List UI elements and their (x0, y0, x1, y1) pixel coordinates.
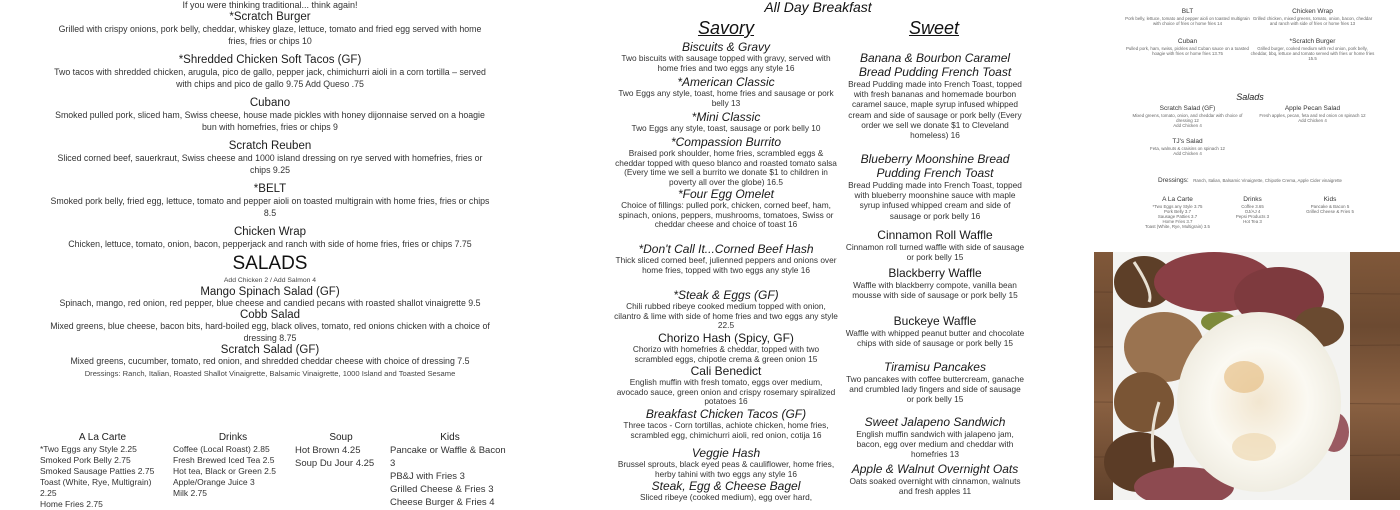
item-description: Cinnamon roll turned waffle with side of sausage or pork belly 15 (845, 242, 1025, 263)
item-name: Cobb Salad (239, 309, 301, 321)
item-description: Spinach, mango, red onion, red pepper, blue cheese and candied pecans with roasted shallot vinaigrette 9.5 (59, 297, 481, 308)
section-line: Home Fries 3.7 (1162, 219, 1193, 225)
item-name: Chicken Wrap (1292, 8, 1333, 15)
item-name: *Scratch Burger (229, 11, 311, 23)
item-description: Sliced corned beef, sauerkraut, Swiss cheese and 1000 island dressing on rye served with homefries, fries or chips 9.25 (57, 153, 483, 175)
menu-item (50, 97, 490, 133)
item-name: *BELT (253, 183, 287, 195)
item-description: Pork belly, lettuce, tomato and pepper aioli on toasted multigrain with choice of fries or home fries 14 (1125, 15, 1250, 26)
section-line: Pancake or Waffle & Bacon 3 (390, 445, 506, 469)
menu-item (50, 140, 490, 176)
item-description: Smoked pork belly, fried egg, lettuce, tomato and pepper aioli on toasted multigrain with home fries, fries or chips 8.5 (50, 196, 490, 218)
thumb-item (1125, 38, 1250, 56)
section-line: Milk 2.75 (173, 488, 208, 498)
menu-item (50, 11, 490, 47)
item-description: Feta, walnuts & craisins on spinach 12 (1150, 145, 1225, 151)
section-line: Coffee 3.65 (1241, 203, 1264, 209)
item-description: Pulled pork, ham, swiss, pickles and Cuban sauce on a toasted hoagie with fries or home fries 13.75 (1125, 45, 1249, 56)
menu-item (50, 54, 490, 90)
item-name: Apple Pecan Salad (1284, 105, 1341, 112)
section-line: Pepsi Products 3 (1235, 213, 1270, 219)
item-description: Sliced ribeye (cooked medium), egg over hard, (639, 492, 812, 502)
sweet-list (845, 0, 1025, 500)
savory-heading: Savory (697, 18, 755, 38)
item-name: Tiramisu Pancakes (884, 360, 986, 374)
menu-item (613, 188, 839, 230)
menu-item (613, 408, 839, 440)
thumb-bottom-section (1290, 196, 1370, 214)
item-addon: Add Chicken 4 (1173, 122, 1202, 128)
item-description: Chicken, lettuce, tomato, onion, bacon, pepperjack and ranch with side of home fries, fries or chips 7.75 (68, 239, 472, 249)
menu-item (845, 315, 1025, 348)
menu-item (845, 152, 1025, 221)
section-line: Smoked Pork Belly 2.75 (40, 455, 131, 465)
item-description: Choice of fillings: pulled pork, chicken, corned beef, ham, spinach, onions, peppers, mushrooms, tomatoes, Swiss or cheddar cheese and choice of toast 16 (618, 200, 834, 230)
item-name: Buckeye Waffle (893, 314, 977, 328)
item-name: *Steak & Eggs (GF) (673, 288, 779, 302)
item-description: Bread Pudding made into French Toast, topped with blueberry moonshine sauce with maple syrup infused whipped cream and side of sausage or pork belly 16 (848, 180, 1022, 221)
item-description: Brussel sprouts, black eyed peas & cauliflower, home fries, herby tahini with two eggs any style 16 (617, 459, 835, 479)
section-line: Grilled Cheese & Fries 5 (1306, 208, 1354, 214)
item-name: Chicken Wrap (233, 226, 306, 238)
thumb-bottom-section (1140, 196, 1215, 230)
item-name: *Compassion Burrito (670, 135, 782, 149)
item-name: *Mini Classic (691, 110, 761, 124)
item-name: Sweet Jalapeno Sandwich (864, 415, 1006, 429)
section-line: Toast (White, Rye, Multigrain) 3.5 (1145, 224, 1210, 230)
tagline: If you were thinking traditional... think again! (182, 0, 358, 10)
item-name: Blackberry Waffle (888, 266, 982, 280)
item-name: *Don't Call It...Corned Beef Hash (638, 242, 814, 256)
menu-item (613, 365, 839, 407)
item-addon: Add Chicken 4 (1298, 117, 1327, 123)
item-description: Braised pork shoulder, home fries, scrambled eggs & cheddar topped with queso blanco and roasted tomato salsa (Every time we sell a burrito we donate $1 to children in poverty all over the globe) 16.5 (615, 148, 837, 187)
section-line: Coffee (Local Roast) 2.85 (173, 444, 270, 454)
section-line: Fresh Brewed Iced Tea 2.5 (173, 455, 275, 465)
thumb-item (1250, 8, 1375, 26)
bottom-section-kids (390, 432, 510, 509)
thumb-dressings (1125, 169, 1375, 187)
item-description: Chili rubbed ribeye cooked medium topped with onion, cilantro & lime with side of home fries and two eggs any style 22.5 (614, 301, 838, 331)
item-description: Mixed greens, tomato, onion, and cheddar with choice of dressing 12 (1132, 112, 1243, 123)
item-name: Scratch Salad (GF) (220, 344, 320, 356)
menu-item (613, 243, 839, 275)
dressings-list: Ranch, Italian, Balsamic Vinaigrette, Chipotle Crema, Apple Cider vinaigrette (1193, 178, 1342, 183)
section-line: Hot tea, Black or Green 2.5 (173, 466, 276, 476)
corned-beef-hash-image (1094, 252, 1400, 500)
item-name: Biscuits & Gravy (681, 40, 771, 54)
thumb-bottom-section (1225, 196, 1280, 224)
item-name: Cinnamon Roll Waffle (877, 228, 993, 242)
item-name: Banana & Bourbon Caramel Bread Pudding French Toast (858, 51, 1012, 79)
section-line: OJ/AJ 4 (1244, 208, 1261, 214)
item-description: Smoked pulled pork, sliced ham, Swiss cheese, house made pickles with honey dijonnaise served on a hoagie bun with homefries, fries or chips 9 (55, 110, 485, 132)
item-name: TJ's Salad (1172, 138, 1203, 145)
item-name: BLT (1181, 8, 1194, 15)
section-line: Home Fries 2.75 (40, 499, 103, 509)
section-title: Kids (440, 432, 460, 443)
item-name: Chorizo Hash (Spicy, GF) (658, 331, 794, 345)
item-description: Two biscuits with sausage topped with gravy, served with home fries and two eggs any style 16 (621, 53, 831, 73)
menu-item (613, 136, 839, 187)
item-name: Cuban (1177, 38, 1198, 45)
item-description: Mixed greens, cucumber, tomato, red onion, and shredded cheddar cheese with choice of dressing 7.5 (70, 356, 470, 366)
item-addon: Add Chicken 4 (1173, 150, 1202, 156)
salad-item (50, 309, 490, 344)
section-line: PB&J with Fries 3 (390, 471, 465, 482)
menu-item (845, 229, 1025, 262)
section-line: Grilled Cheese & Fries 3 (390, 484, 494, 495)
section-line: Apple/Orange Juice 3 (173, 477, 255, 487)
menu-item (50, 183, 490, 219)
item-description: Grilled with crispy onions, pork belly, cheddar, whiskey glaze, lettuce, tomato and fried egg served with home fries, fries or chips 10 (58, 24, 482, 46)
section-line: *Two Eggs any Style 2.25 (40, 444, 137, 454)
section-line: Hot Tea 3 (1243, 219, 1262, 225)
thumb-salad (1125, 138, 1250, 156)
menu-item (613, 289, 839, 331)
item-description: Bread Pudding made into French Toast, topped with fresh bananas and homemade bourbon caramel sauce, maple syrup infused whipped cream and side of sausage or pork belly (Every order we sell we donate $1 to Cleveland homeless) 16 (848, 79, 1022, 141)
menu-item (613, 332, 839, 364)
lunch-menu-column (50, 0, 490, 379)
savory-list (613, 0, 839, 500)
item-description: Three tacos - Corn tortillas, achiote chicken, home fries, scrambled egg, chimichurri aioli, red onion, cotija 16 (623, 420, 829, 440)
item-name: Apple & Walnut Overnight Oats (851, 462, 1019, 476)
section-line: Soup Du Jour 4.25 (295, 458, 375, 469)
item-name: *Four Egg Omelet (677, 187, 775, 201)
item-description: Mixed greens, blue cheese, bacon bits, hard-boiled egg, black olives, tomato, red onions chicken with a choice of dressing 8.75 (50, 321, 490, 343)
item-name: Blueberry Moonshine Bread Pudding French Toast (860, 152, 1010, 180)
item-description: English muffin sandwich with jalapeno jam, bacon, egg over medium and cheddar with homefries 13 (856, 429, 1014, 460)
bottom-section-drinks (173, 432, 293, 499)
section-line: Pancake & Bacon 5 (1310, 203, 1350, 209)
bottom-section-soup (295, 432, 387, 470)
item-name: Cali Benedict (690, 364, 762, 378)
menu-item (50, 226, 490, 251)
item-description: Thick sliced corned beef, julienned peppers and onions over home fries, topped with two eggs any style 16 (615, 255, 837, 275)
item-name: Breakfast Chicken Tacos (GF) (645, 407, 807, 421)
item-name: *Scratch Burger (1289, 38, 1336, 45)
item-description: Fresh apples, pecan, feta and red onion on spinach 12 (1259, 112, 1366, 118)
menu-item (613, 111, 839, 134)
item-description: Waffle with blackberry compote, vanilla bean mousse with side of sausage or pork belly 15 (852, 280, 1018, 301)
item-name: Cubano (249, 97, 291, 109)
section-title: Soup (329, 432, 353, 443)
item-name: Veggie Hash (691, 446, 761, 460)
thumb-item (1125, 8, 1250, 26)
salad-item (50, 344, 490, 368)
food-photo (1094, 252, 1400, 500)
section-line: Toast (White, Rye, Multigrain) 2.25 (40, 477, 152, 498)
section-line: Smoked Sausage Patties 2.75 (40, 466, 155, 476)
menu-item (613, 76, 839, 108)
section-title: Drinks (1243, 196, 1262, 203)
section-title: A La Carte (78, 432, 127, 443)
item-description: Chorizo with homefries & cheddar, topped with two scrambled eggs, chipotle crema & green onion 15 (632, 344, 820, 364)
menu-item (613, 480, 839, 503)
item-name: Steak, Egg & Cheese Bagel (651, 479, 801, 493)
section-title: Drinks (218, 432, 248, 443)
item-name: Mango Spinach Salad (GF) (200, 285, 340, 298)
section-line: Hot Brown 4.25 (295, 445, 361, 456)
item-description: Waffle with whipped peanut butter and chocolate chips with side of sausage or pork belly 15 (845, 328, 1025, 349)
menu-item (613, 41, 839, 73)
menu-item (845, 51, 1025, 140)
section-line: Sausage Patties 3.7 (1157, 213, 1198, 219)
sweet-heading: Sweet (908, 18, 960, 38)
item-description: Oats soaked overnight with cinnamon, walnuts and fresh apples 11 (849, 476, 1021, 497)
dressings-label: Dressings: (1158, 177, 1189, 184)
menu-item (845, 416, 1025, 460)
item-description: Two tacos with shredded chicken, arugula, pico de gallo, pepper jack, chimichurri aioli in a corn tortilla – served with chips and pico de gallo 9.75 Add Queso .75 (54, 67, 486, 89)
item-description: Two Eggs any style, toast, home fries and sausage or pork belly 13 (618, 88, 834, 108)
sandwich-list (50, 11, 490, 251)
item-description: Grilled chicken, mixed greens, tomato, onion, bacon, cheddar and ranch with side of fries or home fries 13 (1252, 15, 1373, 26)
section-title: A La Carte (1162, 196, 1193, 203)
menu-item (845, 267, 1025, 300)
menu-item (613, 447, 839, 479)
item-description: English muffin with fresh tomato, eggs over medium, avocado sauce, green onion and crispy rosemary spiralized potatoes 16 (616, 377, 836, 407)
breakfast-title: All Day Breakfast (764, 0, 872, 15)
item-description: Grilled burger, cooked medium with red onion, pork belly, cheddar, bbq, lettuce and tomato served with fries or home fries 15.5 (1250, 45, 1375, 61)
item-name: Scratch Reuben (228, 140, 312, 152)
thumb-salad (1125, 105, 1250, 128)
section-line: Cheese Burger & Fries 4 (390, 497, 495, 508)
menu-item (845, 463, 1025, 496)
section-title: Kids (1323, 196, 1337, 203)
thumb-salads-heading: Salads (1236, 92, 1264, 102)
salad-list (50, 286, 490, 368)
salads-heading: SALADS (232, 252, 308, 274)
thumb-salad (1250, 105, 1375, 123)
section-line: *Two Eggs any Style 3.75 (1152, 203, 1203, 209)
thumb-item (1250, 38, 1375, 61)
dressings-note: Dressings: Ranch, Italian, Roasted Shallot Vinaigrette, Balsamic Vinaigrette, 1000 Island and Toasted Sesame (84, 368, 456, 378)
bottom-section-a-la-carte (40, 432, 165, 510)
item-name: *Shredded Chicken Soft Tacos (GF) (178, 54, 362, 66)
item-name: *American Classic (677, 75, 775, 89)
menu-thumbnail (1125, 0, 1375, 250)
item-name: Scratch Salad (GF) (1159, 105, 1216, 112)
salad-item (50, 286, 490, 310)
item-description: Two Eggs any style, toast, sausage or pork belly 10 (631, 123, 821, 133)
section-line: Pork Belly 3.7 (1163, 208, 1192, 214)
menu-item (845, 361, 1025, 405)
item-description: Two pancakes with coffee buttercream, ganache and crumbled lady fingers and side of sausage or pork belly 15 (846, 374, 1024, 405)
salads-addon: Add Chicken 2 / Add Salmon 4 (223, 276, 317, 284)
